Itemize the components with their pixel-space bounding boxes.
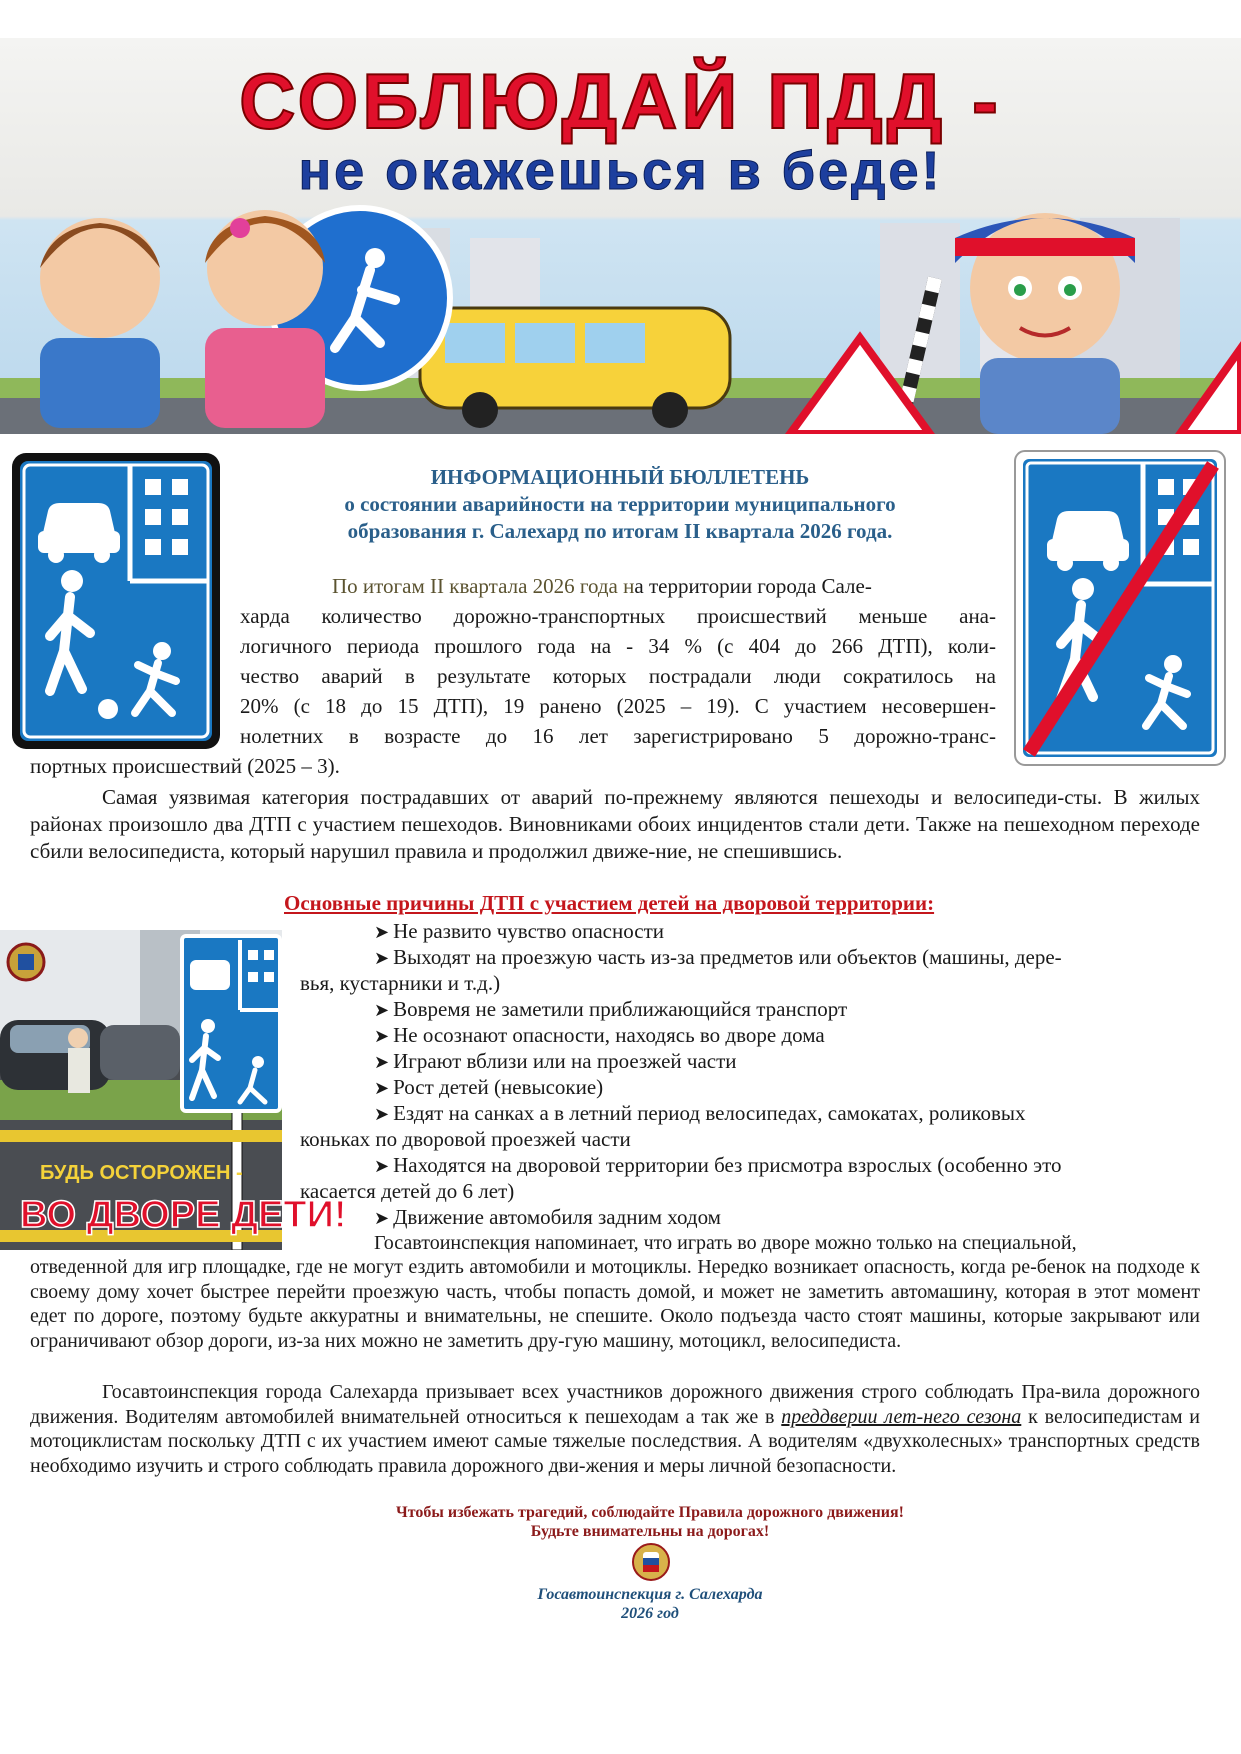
appeal-paragraph bbox=[30, 1380, 1200, 1478]
intro-line-1 bbox=[240, 573, 996, 600]
intro-lead: По итогам II квартала 2026 года н bbox=[332, 574, 635, 598]
reason-item-5: ➤ Играют вблизи или на проезжей части bbox=[374, 1049, 737, 1073]
banner bbox=[0, 38, 1241, 434]
reason-item-8-cont: касается детей до 6 лет) bbox=[300, 1179, 515, 1203]
signature-year: 2026 год bbox=[621, 1605, 679, 1622]
bullet-arrow-icon: ➤ bbox=[374, 1104, 390, 1125]
bulletin-subheading-2: образования г. Салехард по итогам II квартала 2026 года. bbox=[347, 519, 893, 543]
closing-line-2: Будьте внимательны на дорогах! bbox=[530, 1523, 770, 1540]
intro-line-7: портных происшествий (2025 – 3). bbox=[30, 754, 340, 778]
bullet-arrow-icon: ➤ bbox=[374, 1052, 390, 1073]
inspection-note-rest: отведенной для игр площадке, где не могут ездить автомобили и мотоциклы. Нередко возникает опасность, когда ре-бенок на подходе к своему дому хочет быстрее перейти проезжую часть, чтобы попасть домой, и может не заметить автомашину, которая в этот момент едет по дороге, поэтому будьте аккуратны и внимательны, не спешите. Около подъезда часто стоят машины, которые закрывают или ограничивают обзор дороги, из-за них можно не заметить дру-гую машину, мотоцикл, велосипедиста. bbox=[30, 1256, 1200, 1352]
reason-item-3: ➤ Вовремя не заметили приближающийся транспорт bbox=[374, 997, 848, 1021]
gai-emblem-icon bbox=[631, 1542, 671, 1582]
photo-sign-line2: ВО ДВОРЕ ДЕТИ! bbox=[20, 1194, 347, 1236]
reason-item-7-cont: коньках по дворовой проезжей части bbox=[300, 1127, 631, 1151]
bullet-arrow-icon: ➤ bbox=[374, 1026, 390, 1047]
reason-item-6: ➤ Рост детей (невысокие) bbox=[374, 1075, 604, 1099]
reason-item-9: ➤ Движение автомобиля задним ходом bbox=[374, 1205, 721, 1229]
inspection-note-first: Госавтоинспекция напоминает, что играть во дворе можно только на специальной, bbox=[374, 1232, 1077, 1254]
intro-line-2: харда количество дорожно-транспортных происшествий меньше ана- bbox=[240, 604, 996, 628]
reason-item-2-cont: вья, кустарники и т.д.) bbox=[300, 971, 501, 995]
reason-item-4: ➤ Не осознают опасности, находясь во дворе дома bbox=[374, 1023, 825, 1047]
appeal-part2: к велосипедистам и мотоциклистам поскольку ДТП с их участием имеют самые тяжелые последствия. А водителям «двухколесных» транспортных средств необходимо изучить и строго соблюдать правила дорожного дви-жения и меры личной безопасности. bbox=[30, 1405, 1200, 1477]
bullet-arrow-icon: ➤ bbox=[374, 1156, 390, 1177]
reasons-title: Основные причины ДТП с участием детей на дворовой территории: bbox=[284, 891, 935, 915]
bullet-arrow-icon: ➤ bbox=[374, 948, 390, 969]
bullet-arrow-icon: ➤ bbox=[374, 1078, 390, 1099]
intro-line-4: чество аварий в результате которых пострадали люди сократилось на bbox=[240, 664, 996, 688]
closing-line-1: Чтобы избежать трагедий, соблюдайте Правила дорожного движения! bbox=[396, 1504, 904, 1521]
photo-sign-line1: БУДЬ ОСТОРОЖЕН - bbox=[40, 1162, 243, 1184]
intro-line-6: нолетних в возрасте до 16 лет зарегистрировано 5 дорожно-транс- bbox=[240, 724, 996, 748]
reason-item-8: ➤ Находятся на дворовой территории без присмотра взрослых (особенно это bbox=[374, 1153, 1062, 1177]
bulletin-subheading-1: о состоянии аварийности на территории муниципального bbox=[344, 492, 896, 516]
intro-line1-rest: а территории города Сале- bbox=[634, 574, 872, 598]
bulletin-heading: ИНФОРМАЦИОННЫЙ БЮЛЛЕТЕНЬ bbox=[430, 465, 810, 489]
intro-line-5: 20% (с 18 до 15 ДТП), 19 ранено (2025 – 19). С участием несовершен- bbox=[240, 694, 996, 718]
reason-item-7: ➤ Ездят на санках а в летний период велосипедах, самокатах, роликовых bbox=[374, 1101, 1026, 1125]
signature-org: Госавтоинспекция г. Салехарда bbox=[537, 1586, 763, 1603]
banner-title-line1: СОБЛЮДАЙ ПДД - bbox=[239, 57, 1002, 145]
bullet-arrow-icon: ➤ bbox=[374, 922, 390, 943]
vulnerable-paragraph bbox=[30, 784, 1200, 865]
appeal-emphasis: преддверии лет-него сезона bbox=[781, 1405, 1022, 1428]
banner-title-line2: не окажешься в беде! bbox=[298, 141, 943, 201]
bullet-arrow-icon: ➤ bbox=[374, 1208, 390, 1229]
banner-illustration bbox=[0, 38, 1241, 434]
reason-item-2: ➤ Выходят на проезжую часть из-за предметов или объектов (машины, дере- bbox=[374, 945, 1062, 969]
intro-line-3: логичного периода прошлого года на - 34 % (с 404 до 266 ДТП), коли- bbox=[240, 634, 996, 658]
end-living-zone-sign bbox=[1013, 449, 1227, 767]
bullet-arrow-icon: ➤ bbox=[374, 1000, 390, 1021]
appeal-part1: Госавтоинспекция города Салехарда призывает всех участников дорожного движения строго соблюдать Пра-вила дорожного движения. Водителям автомобилей внимательней относиться к пешеходам а так же в bbox=[30, 1381, 1200, 1428]
vulnerable-text: Самая уязвимая категория пострадавших от аварий по-прежнему являются пешеходы и велосипеди-сты. В жилых районах произошло два ДТП с участием пешеходов. Виновниками обоих инцидентов стали дети. Также на пешеходном переходе сбили велосипедиста, который нарушил правила и продолжил движе-ние, не спешившись. bbox=[30, 785, 1200, 863]
reason-item-1: ➤ Не развито чувство опасности bbox=[374, 919, 665, 943]
living-zone-sign bbox=[10, 451, 222, 751]
